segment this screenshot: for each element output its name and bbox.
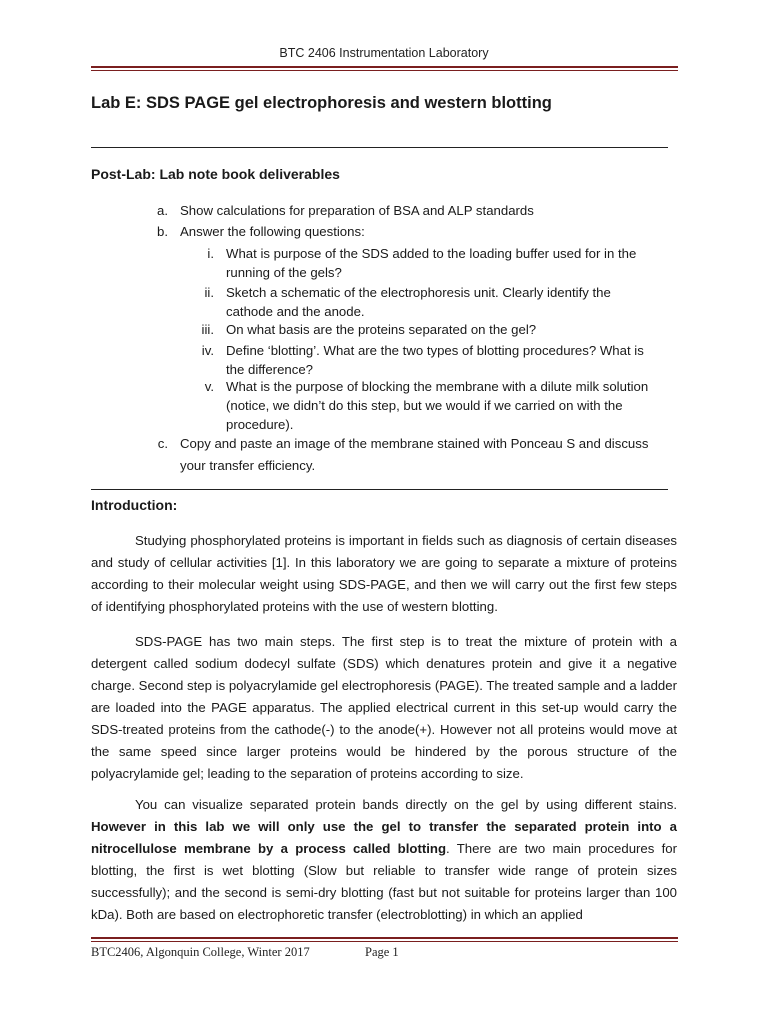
- question-text-cont: procedure).: [226, 417, 294, 432]
- question-text-cont: (notice, we didn’t do this step, but we would if we carried on with the: [226, 398, 623, 413]
- question-text: Define ‘blotting’. What are the two types of blotting procedures? What is: [226, 343, 644, 358]
- page-number: Page 1: [365, 945, 399, 959]
- running-header: BTC 2406 Instrumentation Laboratory: [279, 46, 489, 60]
- page-footer: [91, 945, 399, 960]
- list-item-text: Answer the following questions:: [180, 224, 365, 239]
- question-marker: i.: [207, 246, 214, 261]
- question-marker: ii.: [204, 285, 214, 300]
- question-text: What is purpose of the SDS added to the loading buffer used for in the: [226, 246, 637, 261]
- list-item-text: Show calculations for preparation of BSA and ALP standards: [180, 203, 534, 218]
- question-text: What is the purpose of blocking the membrane with a dilute milk solution: [226, 379, 649, 394]
- paragraph-text-cont: . There are two main procedures for blotting, the first is wet blotting (Slow but reliable to transfer wide range of protein sizes successfully); and the second is semi-dry blotting (fast but not suitable for proteins larger than 100 kDa). Both are based on electrophoretic transfer (electroblotting) in which an applied: [91, 841, 677, 922]
- intro-paragraph-1: [91, 530, 677, 618]
- intro-paragraph-3: [91, 794, 677, 926]
- footer-course: BTC2406, Algonquin College, Winter 2017: [91, 945, 310, 959]
- question-text-cont: cathode and the anode.: [226, 304, 365, 319]
- list-item-text: Copy and paste an image of the membrane stained with Ponceau S and discuss: [180, 436, 649, 451]
- paragraph-text: You can visualize separated protein bands directly on the gel by using different stains.: [135, 797, 677, 812]
- introduction-heading: Introduction:: [91, 497, 178, 513]
- question-text: Sketch a schematic of the electrophoresis unit. Clearly identify the: [226, 285, 611, 300]
- bold-emphasis: However in this lab we will only use the gel to transfer the separated protein into a nitrocellulose membrane by a process called blotting: [91, 819, 677, 856]
- title-underline: [91, 147, 668, 148]
- intro-paragraph-2: [91, 631, 677, 785]
- header-rule: [91, 66, 678, 71]
- paragraph-text: SDS-PAGE has two main steps. The first step is to treat the mixture of protein with a detergent called sodium dodecyl sulfate (SDS) which denatures protein and give it a negative charge. Second step is polyacrylamide gel electrophoresis (PAGE). The treated sample and a ladder are loaded into the PAGE apparatus. The applied electrical current in this set-up would carry the SDS-treated proteins from the cathode(-) to the anode(+). However not all proteins would move at the same speed since larger proteins would be hindered by the porous structure of the polyacrylamide gel; leading to the separation of proteins according to size.: [91, 634, 677, 781]
- question-marker: iv.: [201, 343, 214, 358]
- document-title: Lab E: SDS PAGE gel electrophoresis and western blotting: [91, 94, 552, 112]
- list-item-text-cont: your transfer efficiency.: [180, 458, 316, 473]
- paragraph-text: Studying phosphorylated proteins is important in fields such as diagnosis of certain diseases and study of cellular activities [1]. In this laboratory we are going to separate a mixture of proteins according to their molecular weight using SDS-PAGE, and then we will carry out the first few steps of identifying phosphorylated proteins with the use of western blotting.: [91, 533, 677, 614]
- list-marker: b.: [157, 224, 168, 239]
- section-divider: [91, 489, 668, 490]
- question-text: On what basis are the proteins separated on the gel?: [226, 322, 537, 337]
- question-marker: v.: [204, 379, 214, 394]
- list-marker: c.: [157, 436, 168, 451]
- postlab-heading: Post-Lab: Lab note book deliverables: [91, 166, 340, 182]
- question-text-cont: the difference?: [226, 362, 314, 377]
- question-marker: iii.: [201, 322, 214, 337]
- list-marker: a.: [157, 203, 168, 218]
- footer-rule: [91, 937, 678, 942]
- question-text-cont: running of the gels?: [226, 265, 342, 280]
